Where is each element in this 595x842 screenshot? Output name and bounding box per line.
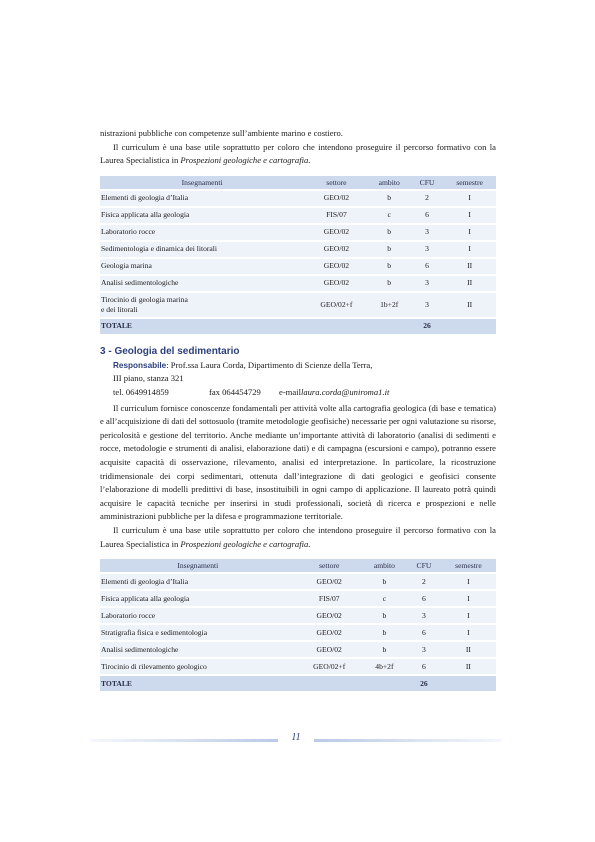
cell-semestre: I — [443, 242, 496, 257]
cell-ambito: b — [362, 574, 407, 589]
cell-course: Laboratorio rocce — [100, 608, 297, 623]
cell-semestre: II — [443, 259, 496, 274]
header-insegnamenti: Insegnamenti — [100, 176, 305, 189]
table-row — [100, 276, 496, 291]
email-label: e-mail — [279, 386, 301, 397]
cell-settore: GEO/02 — [305, 259, 367, 274]
intro-paragraph — [100, 141, 496, 168]
course-line-2: e dei litorali — [101, 304, 138, 314]
intro-period: . — [308, 155, 311, 166]
table-row — [100, 642, 496, 657]
cell-course — [100, 293, 305, 317]
cell-semestre: II — [441, 642, 496, 657]
courses-table-1 — [100, 174, 496, 336]
courses-table-2 — [100, 557, 496, 693]
cell-semestre: II — [441, 659, 496, 674]
cell-empty — [305, 319, 367, 334]
cell-cfu: 6 — [411, 259, 443, 274]
cell-semestre: I — [443, 208, 496, 223]
cell-settore: GEO/02 — [297, 608, 362, 623]
cell-empty — [443, 319, 496, 334]
cell-empty — [368, 319, 411, 334]
total-label: TOTALE — [100, 319, 305, 334]
table-row — [100, 591, 496, 606]
total-row — [100, 319, 496, 334]
cell-course: Laboratorio rocce — [100, 225, 305, 240]
table-header-row — [100, 559, 496, 572]
cell-ambito: b — [362, 642, 407, 657]
fax-number: fax 064454729 — [209, 386, 261, 397]
table-row — [100, 659, 496, 674]
cell-course: Fisica applicata alla geologia — [100, 208, 305, 223]
header-semestre: semestre — [443, 176, 496, 189]
cell-settore: GEO/02 — [297, 625, 362, 640]
cell-settore: FIS/07 — [297, 591, 362, 606]
cell-cfu: 6 — [407, 625, 441, 640]
cell-course: Elementi di geologia d’Italia — [100, 574, 297, 589]
cell-cfu: 6 — [407, 659, 441, 674]
cell-ambito: b — [368, 259, 411, 274]
intro-line: nistrazioni pubbliche con competenze sull’ambiente marino e costiero. — [100, 128, 343, 138]
note-text: Il curriculum è una base utile soprattutto per coloro che intendono proseguire il percorso formativo con la Laurea Specialistica in — [100, 524, 496, 549]
cell-ambito: b — [368, 242, 411, 257]
cell-ambito: c — [368, 208, 411, 223]
header-semestre: semestre — [441, 559, 496, 572]
cell-settore: GEO/02 — [305, 242, 367, 257]
cell-empty — [297, 676, 362, 691]
total-cfu: 26 — [411, 319, 443, 334]
cell-settore: GEO/02 — [305, 276, 367, 291]
cell-semestre: I — [443, 191, 496, 206]
cell-course: Sedimentologia e dinamica dei litorali — [100, 242, 305, 257]
responsible-label: Responsabile — [113, 360, 167, 370]
cell-cfu: 2 — [407, 574, 441, 589]
table-row — [100, 208, 496, 223]
note-degree-name: Prospezioni geologiche e cartografia — [180, 538, 309, 549]
cell-ambito: b — [362, 608, 407, 623]
table-row — [100, 225, 496, 240]
header-ambito: ambito — [368, 176, 411, 189]
header-ambito: ambito — [362, 559, 407, 572]
cell-cfu: 6 — [411, 208, 443, 223]
cell-settore: GEO/02+f — [305, 293, 367, 317]
cell-cfu: 3 — [411, 276, 443, 291]
table-row — [100, 625, 496, 640]
table-header-row — [100, 176, 496, 189]
cell-cfu: 3 — [407, 608, 441, 623]
table-row — [100, 191, 496, 206]
cell-ambito: 1b+2f — [368, 293, 411, 317]
cell-empty — [362, 676, 407, 691]
cell-settore: GEO/02+f — [297, 659, 362, 674]
cell-cfu: 3 — [411, 293, 443, 317]
intro-degree-name: Prospezioni geologiche e cartografia — [180, 155, 309, 166]
table-row — [100, 293, 496, 317]
cell-settore: GEO/02 — [297, 642, 362, 657]
cell-settore: FIS/07 — [305, 208, 367, 223]
cell-ambito: b — [368, 276, 411, 291]
cell-ambito: b — [368, 191, 411, 206]
cell-course: Elementi di geologia d’Italia — [100, 191, 305, 206]
cell-course: Analisi sedimentologiche — [100, 642, 297, 657]
cell-settore: GEO/02 — [305, 225, 367, 240]
cell-settore: GEO/02 — [305, 191, 367, 206]
responsible-line — [113, 359, 496, 373]
page-content — [100, 127, 496, 693]
email-link[interactable]: laura.corda@uniroma1.it — [300, 386, 390, 397]
cell-semestre: I — [441, 625, 496, 640]
cell-cfu: 3 — [407, 642, 441, 657]
cell-semestre: I — [441, 591, 496, 606]
cell-cfu: 2 — [411, 191, 443, 206]
header-cfu: CFU — [411, 176, 443, 189]
page-number: 11 — [291, 732, 301, 743]
phone-number: tel. 0649914859 — [113, 386, 169, 397]
page-footer — [90, 734, 502, 746]
header-insegnamenti: Insegnamenti — [100, 559, 297, 572]
cell-course: Fisica applicata alla geologia — [100, 591, 297, 606]
cell-semestre: II — [443, 293, 496, 317]
cell-semestre: I — [441, 574, 496, 589]
header-cfu: CFU — [407, 559, 441, 572]
header-settore: settore — [297, 559, 362, 572]
cell-ambito: b — [362, 625, 407, 640]
cell-cfu: 3 — [411, 225, 443, 240]
curriculum-note — [100, 524, 496, 551]
cell-ambito: c — [362, 591, 407, 606]
cell-semestre: I — [441, 608, 496, 623]
curriculum-description: Il curriculum fornisce conoscenze fondamentali per attività volte alla cartografia geologica (di base e tematica) e all’acquisizione di dati del sottosuolo (tramite metodologie geofisiche) necessarie per ogni valutazione su risorse, pericolosità e gestione del territorio. Anche mediante un’importante attività di laboratorio (analisi di sedimenti e rocce, metodologie e strumenti di analisi, elaborazione dati) e di campagna (escursioni e campo), potranno essere acquisite capacità di osservazione, rilevamento, analisi ed interpretazione. In particolare, la ricostruzione tridimensionale dei corpi sedimentari, ottenuta dall’integrazione di dati geologici e geofisici consente l’elaborazione di modelli predittivi di base, insostituibili in ogni campo di applicazione. Il laureato potrà quindi acquisire le capacità tecniche per inserirsi in studi professionali, società di ricerca e prospezioni e nelle amministrazioni pubbliche per la difesa e programmazione territoriale. — [100, 402, 496, 522]
cell-settore: GEO/02 — [297, 574, 362, 589]
note-period: . — [308, 538, 311, 549]
responsible-block — [100, 359, 496, 400]
table-row — [100, 259, 496, 274]
cell-semestre: I — [443, 225, 496, 240]
cell-course: Geologia marina — [100, 259, 305, 274]
cell-cfu: 6 — [407, 591, 441, 606]
cell-semestre: II — [443, 276, 496, 291]
intro-text: Il curriculum è una base utile soprattutto per coloro che intendono proseguire il percorso formativo con la Laurea Specialistica in — [100, 141, 496, 166]
course-line-1: Tirocinio di geologia marina — [101, 294, 188, 304]
cell-course: Stratigrafia fisica e sedimentologia — [100, 625, 297, 640]
section-title: 3 - Geologia del sedimentario — [100, 345, 240, 357]
table-row — [100, 242, 496, 257]
responsible-office: III piano, stanza 321 — [113, 373, 184, 384]
table-row — [100, 608, 496, 623]
footer-rule-right — [314, 739, 502, 742]
contact-line — [113, 386, 496, 400]
total-label: TOTALE — [100, 676, 297, 691]
cell-cfu: 3 — [411, 242, 443, 257]
table-row — [100, 574, 496, 589]
cell-empty — [441, 676, 496, 691]
header-settore: settore — [305, 176, 367, 189]
cell-ambito: 4b+2f — [362, 659, 407, 674]
cell-ambito: b — [368, 225, 411, 240]
total-cfu: 26 — [407, 676, 441, 691]
cell-course: Analisi sedimentologiche — [100, 276, 305, 291]
cell-course: Tirocinio di rilevamento geologico — [100, 659, 297, 674]
total-row — [100, 676, 496, 691]
responsible-text: : Prof.ssa Laura Corda, Dipartimento di Scienze della Terra, — [166, 359, 373, 370]
